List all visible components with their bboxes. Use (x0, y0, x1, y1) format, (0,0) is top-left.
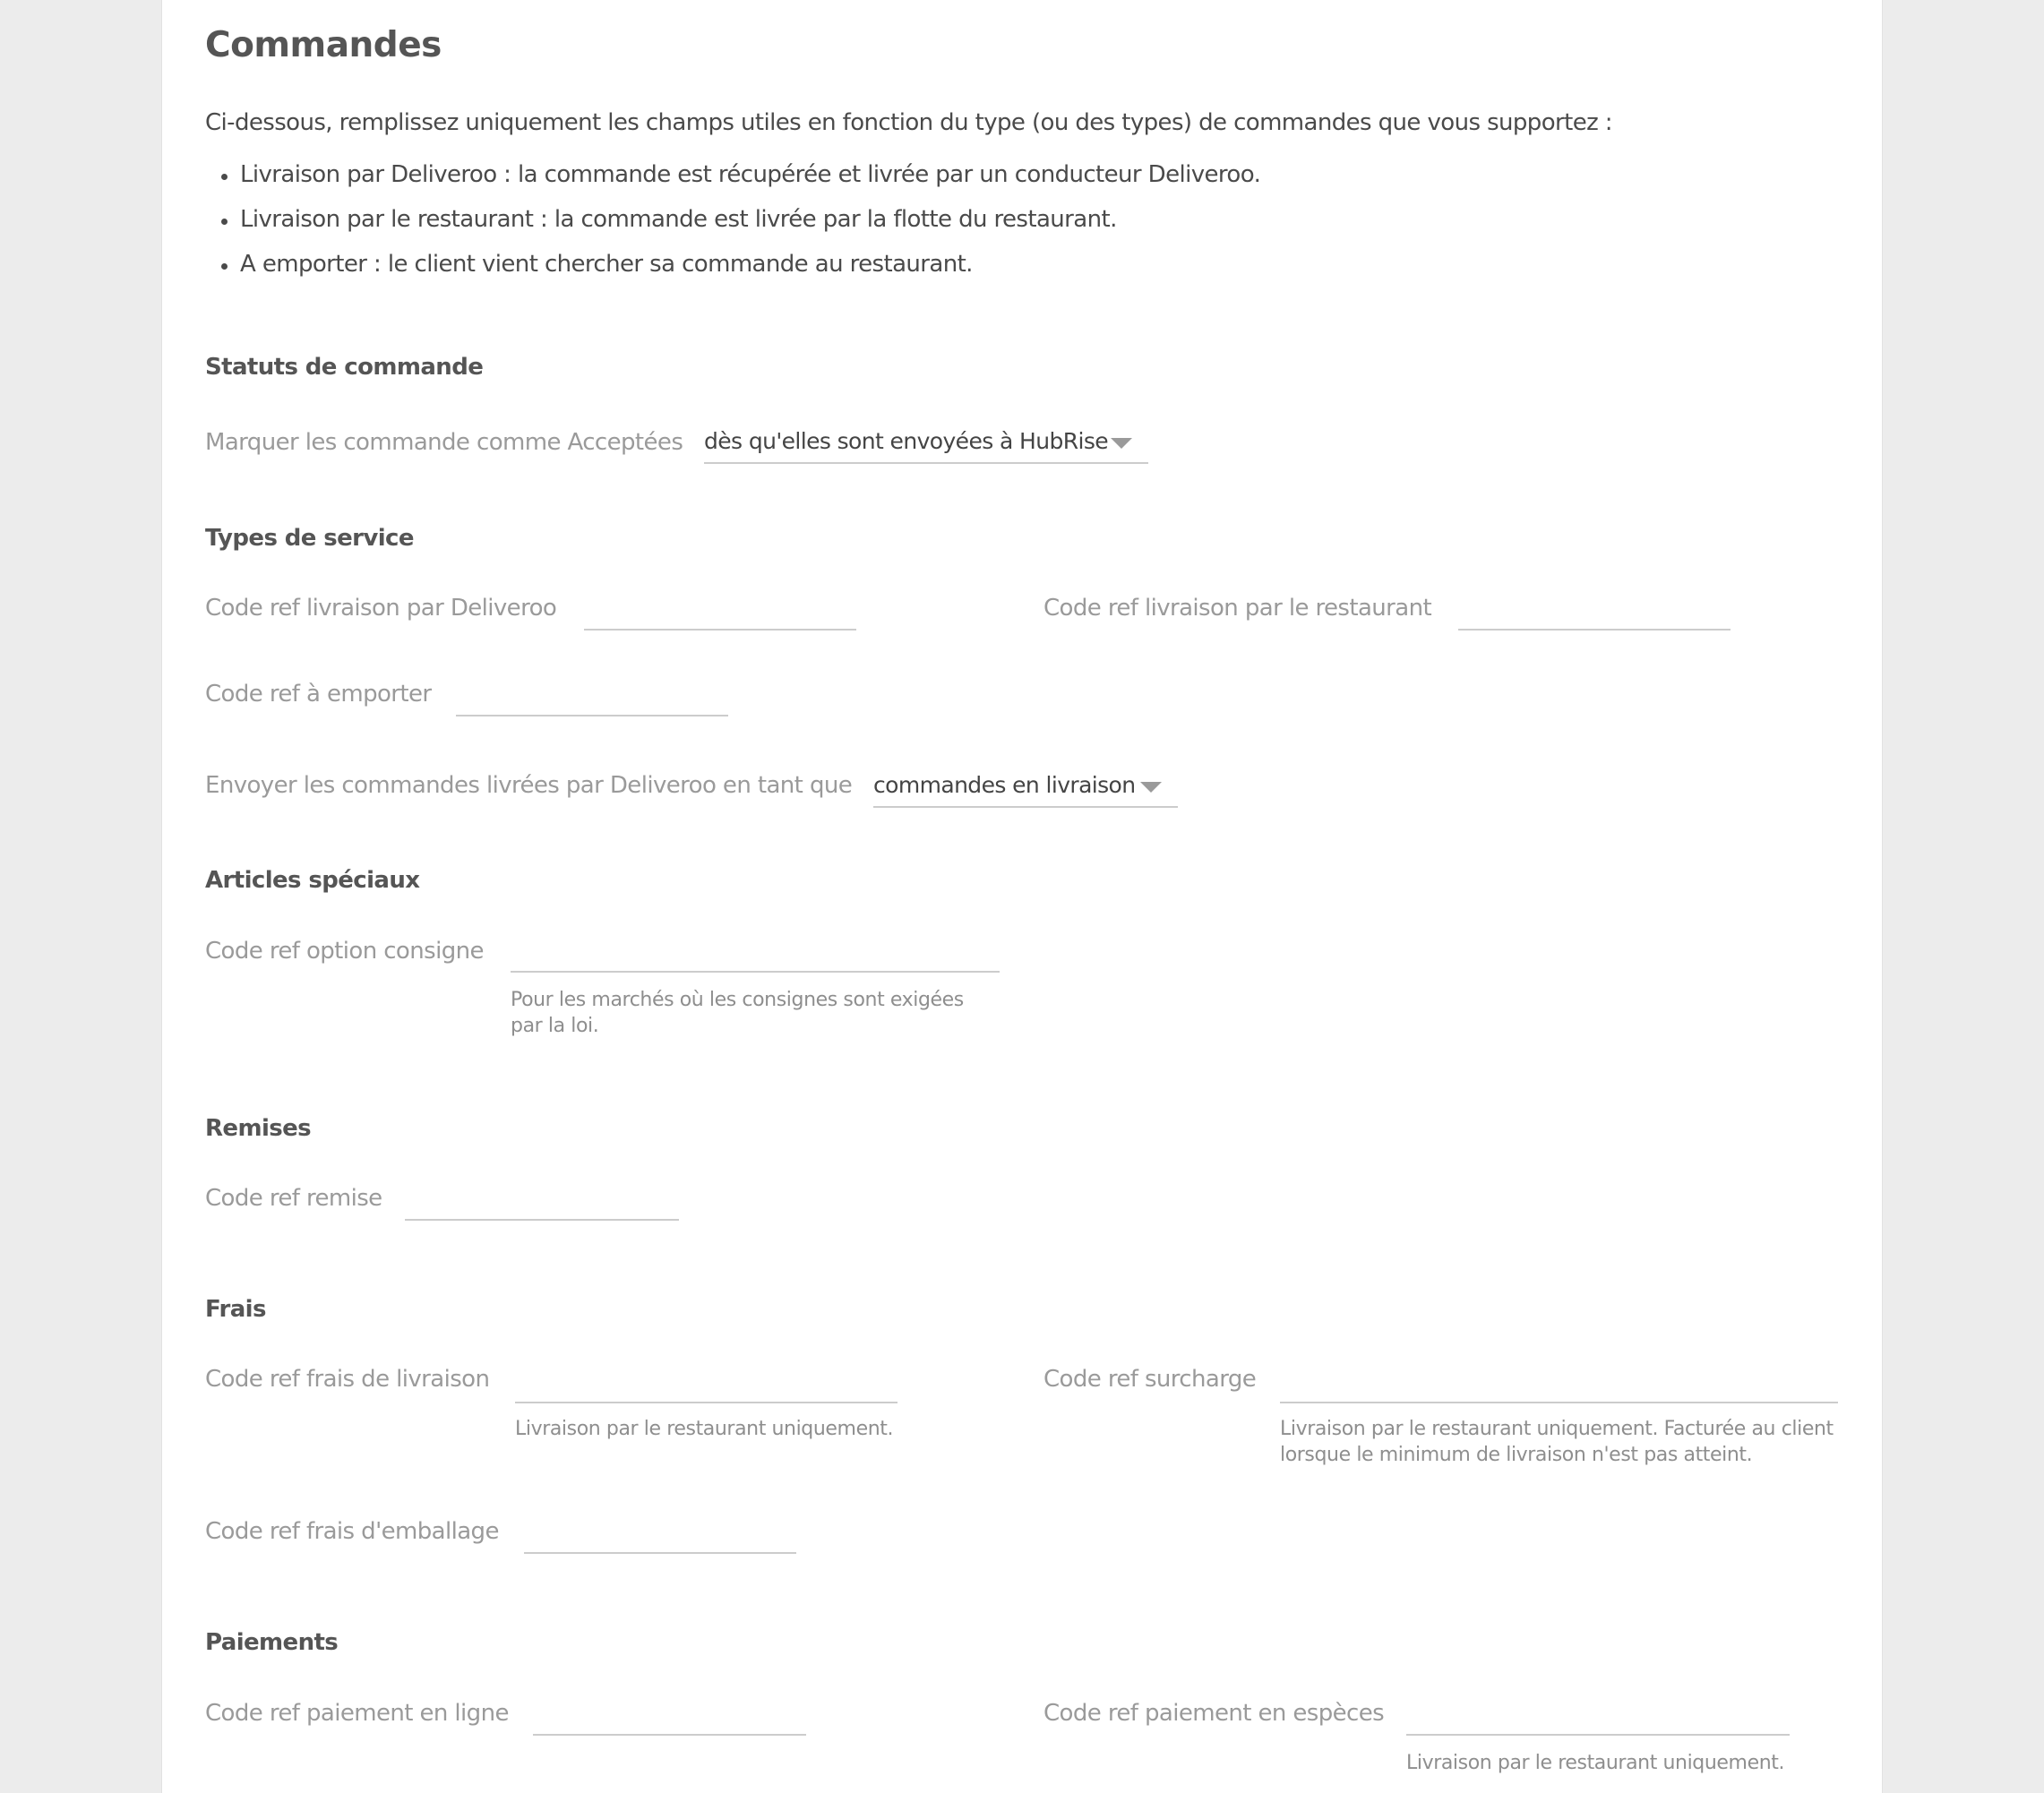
send-deliveroo-orders-as-select[interactable] (873, 772, 1178, 808)
bullet-restaurant-delivery: Livraison par le restaurant : la commande est livrée par la flotte du restaurant. (240, 206, 1117, 233)
deposit-option-ref-input[interactable] (511, 940, 1000, 973)
chevron-down-icon (1111, 438, 1132, 449)
delivery-fee-help-text: Livraison par le restaurant uniquement. (515, 1418, 894, 1440)
delivery-fee-ref-input[interactable] (515, 1371, 897, 1403)
accept-orders-label: Marquer les commande comme Acceptées (205, 429, 683, 456)
surcharge-ref-input[interactable] (1280, 1371, 1838, 1403)
chevron-down-icon (1140, 782, 1162, 793)
surcharge-ref-label: Code ref surcharge (1043, 1366, 1257, 1393)
bullet-deliveroo-delivery: Livraison par Deliveroo : la commande est récupérée et livrée par un conducteur Deliveroo. (240, 161, 1261, 188)
restaurant-delivery-ref-label: Code ref livraison par le restaurant (1043, 595, 1432, 622)
deposit-option-help-text: Pour les marchés où les consignes sont exigées par la loi. (511, 989, 964, 1037)
section-heading-special-items: Articles spéciaux (205, 867, 420, 894)
section-heading-order-status: Statuts de commande (205, 354, 484, 381)
cash-payment-ref-label: Code ref paiement en espèces (1043, 1700, 1385, 1727)
send-as-selected-value: commandes en livraison (873, 772, 1136, 798)
section-heading-discounts: Remises (205, 1115, 312, 1142)
bullet-takeaway: A emporter : le client vient chercher sa commande au restaurant. (240, 251, 973, 278)
intro-text: Ci-dessous, remplissez uniquement les champs utiles en fonction du type (ou des types) de commandes que vous supportez : (205, 109, 1612, 136)
section-heading-service-types: Types de service (205, 525, 414, 552)
packaging-fee-ref-input[interactable] (524, 1522, 796, 1554)
surcharge-help-text: Livraison par le restaurant uniquement. Facturée au client lorsque le minimum de livraison n'est pas atteint. (1280, 1418, 1834, 1466)
packaging-fee-ref-label: Code ref frais d'emballage (205, 1518, 499, 1545)
cash-payment-help-text: Livraison par le restaurant uniquement. (1406, 1752, 1785, 1774)
discount-ref-input[interactable] (405, 1188, 679, 1221)
takeaway-ref-label: Code ref à emporter (205, 681, 432, 708)
deliveroo-delivery-ref-input[interactable] (584, 598, 856, 631)
online-payment-ref-input[interactable] (533, 1703, 806, 1736)
accept-orders-selected-value: dès qu'elles sont envoyées à HubRise (704, 428, 1109, 454)
deposit-option-ref-label: Code ref option consigne (205, 938, 484, 965)
cash-payment-ref-input[interactable] (1406, 1703, 1790, 1736)
discount-ref-label: Code ref remise (205, 1185, 382, 1212)
delivery-fee-ref-label: Code ref frais de livraison (205, 1366, 490, 1393)
page-title: Commandes (205, 25, 442, 65)
deliveroo-delivery-ref-label: Code ref livraison par Deliveroo (205, 595, 557, 622)
takeaway-ref-input[interactable] (456, 684, 728, 716)
section-heading-payments: Paiements (205, 1629, 339, 1656)
section-heading-charges: Frais (205, 1296, 266, 1323)
send-deliveroo-orders-as-label: Envoyer les commandes livrées par Deliveroo en tant que (205, 772, 853, 799)
accept-orders-select[interactable] (704, 428, 1148, 464)
restaurant-delivery-ref-input[interactable] (1458, 598, 1731, 631)
online-payment-ref-label: Code ref paiement en ligne (205, 1700, 509, 1727)
